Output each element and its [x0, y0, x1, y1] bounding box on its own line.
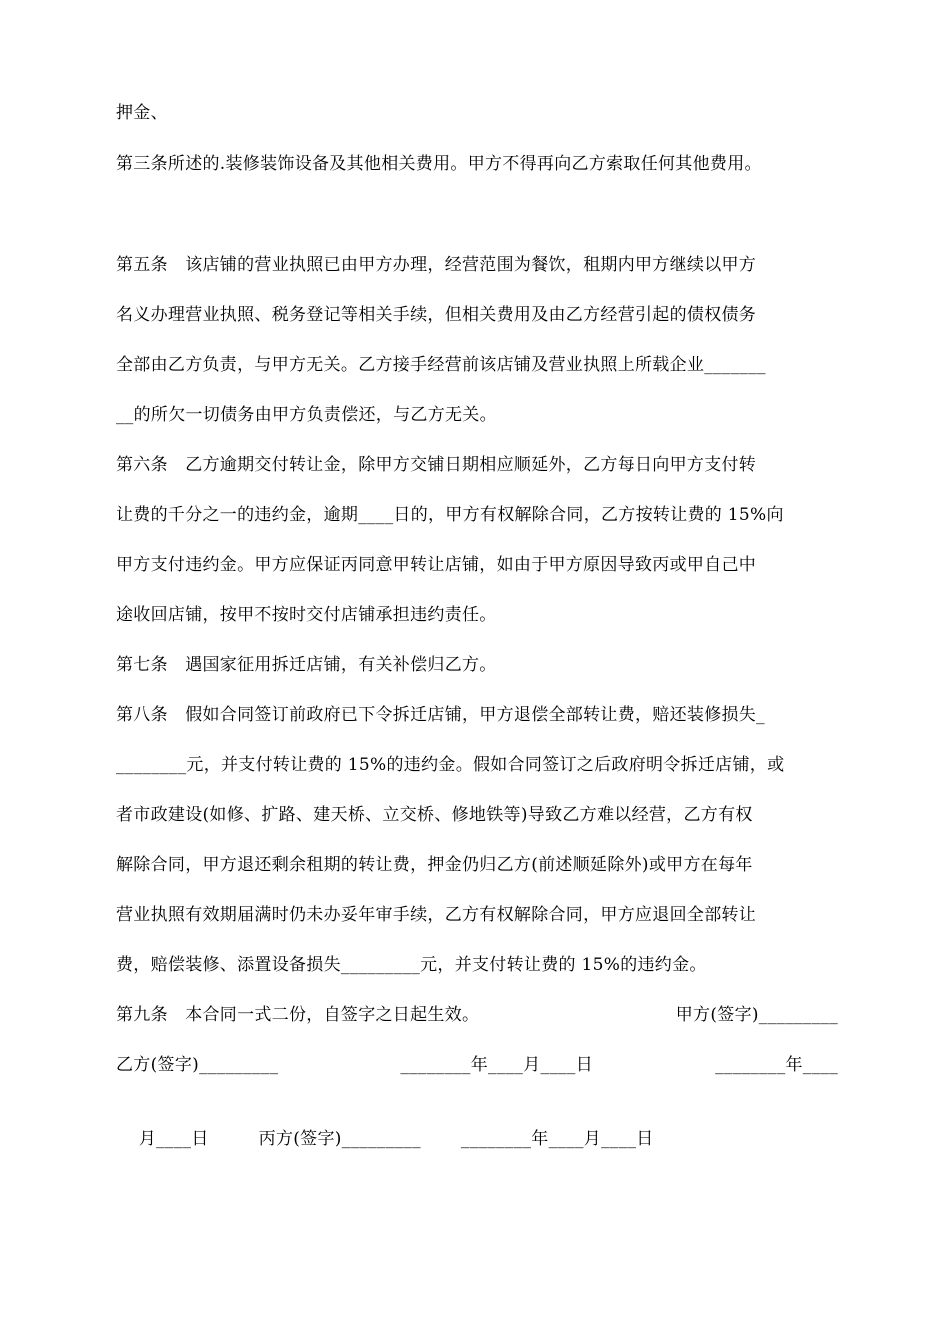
text-line: 名义办理营业执照、税务登记等相关手续，但相关费用及由乙方经营引起的债权债务 — [116, 305, 757, 325]
text-line: 第八条 假如合同签订前政府已下令拆迁店铺，甲方退偿全部转让费，赔还装修损失_ — [116, 705, 765, 725]
text-line: 第三条所述的.装修装饰设备及其他相关费用。甲方不得再向乙方索取任何其他费用。 — [116, 154, 762, 174]
text-line: 营业执照有效期届满时仍未办妥年审手续，乙方有权解除合同，甲方应退回全部转让 — [116, 905, 757, 925]
text-line: 第七条 遇国家征用拆迁店铺，有关补偿归乙方。 — [116, 655, 497, 675]
text-line: 者市政建设(如修、扩路、建天桥、立交桥、修地铁等)导致乙方难以经营，乙方有权 — [116, 805, 753, 825]
text-line: 途收回店铺，按甲不按时交付店铺承担违约责任。 — [116, 605, 497, 625]
signature-line — [116, 1103, 838, 1175]
text-line: 费，赔偿装修、添置设备损失_________元，并支付转让费的 15%的违约金。 — [116, 955, 707, 975]
text-line: 第五条 该店铺的营业执照已由甲方办理，经营范围为餐饮，租期内甲方继续以甲方 — [116, 255, 757, 275]
party-c-signature: 丙方(签字)_________ — [258, 1129, 421, 1149]
signature-line — [116, 1003, 838, 1027]
signature-line — [116, 1053, 838, 1077]
article-nine: 第九条 本合同一式二份，自签字之日起生效。 — [116, 1005, 480, 1025]
text-line: __的所欠一切债务由甲方负责偿还，与乙方无关。 — [116, 405, 497, 425]
text-line: 解除合同，甲方退还剩余租期的转让费，押金仍归乙方(前述顺延除外)或甲方在每年 — [116, 855, 753, 875]
date-field: ________年____月____日 — [400, 1055, 594, 1075]
text-line: 甲方支付违约金。甲方应保证丙同意甲转让店铺，如由于甲方原因导致丙或甲自己中 — [116, 555, 757, 575]
party-b-signature: 乙方(签字)_________ — [116, 1055, 279, 1075]
date-field: ________年____月____日 — [460, 1129, 654, 1149]
text-line: 押金、 — [116, 103, 168, 123]
text-line: ________元，并支付转让费的 15%的违约金。假如合同签订之后政府明令拆迁店铺，或 — [116, 755, 785, 775]
party-a-signature: 甲方(签字)_________ — [675, 1005, 838, 1025]
text-line: 让费的千分之一的违约金，逾期____日的，甲方有权解除合同，乙方按转让费的 15%向 — [116, 505, 784, 525]
date-field: 月____日 — [138, 1129, 209, 1149]
text-line: 全部由乙方负责，与甲方无关。乙方接手经营前该店铺及营业执照上所载企业_______ — [116, 355, 766, 375]
date-field: ________年____ — [715, 1055, 838, 1075]
text-line: 第六条 乙方逾期交付转让金，除甲方交铺日期相应顺延外，乙方每日向甲方支付转 — [116, 455, 757, 475]
